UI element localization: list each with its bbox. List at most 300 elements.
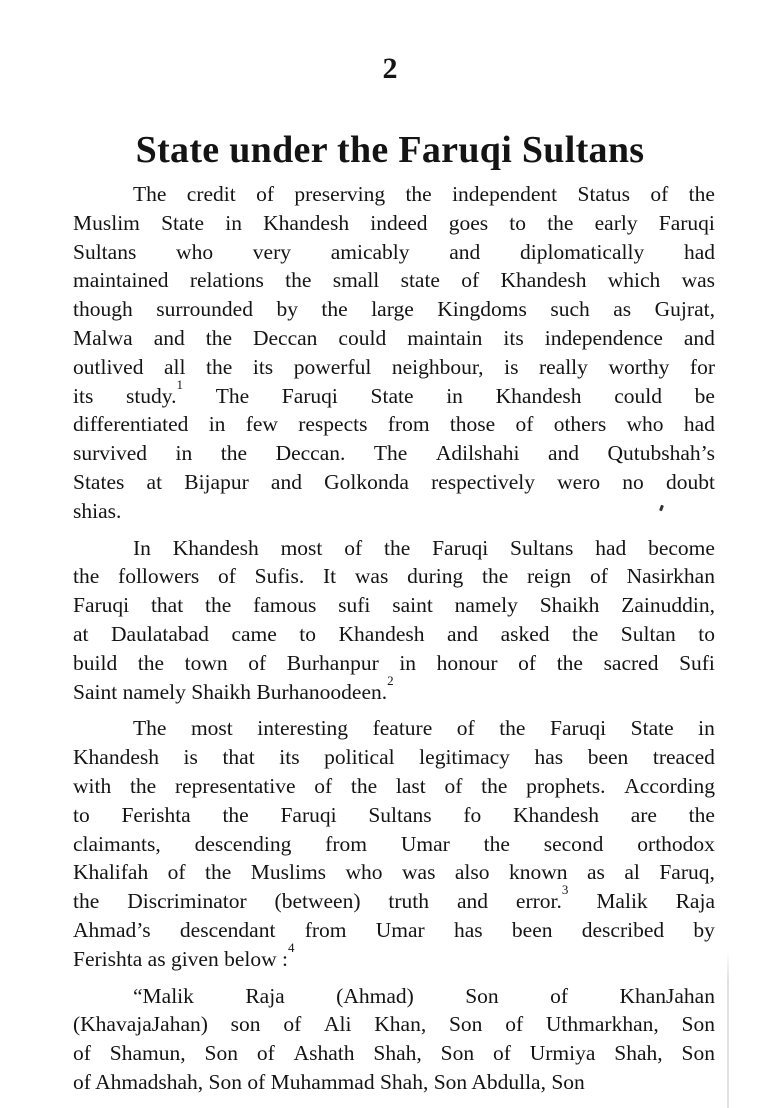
word: Malwa (73, 325, 133, 350)
word: Status (577, 182, 631, 206)
text-line (73, 1068, 715, 1097)
word: below (224, 946, 277, 971)
word: of (492, 1041, 511, 1066)
word: during (407, 564, 464, 589)
word: in (399, 650, 417, 675)
word: Muslims (250, 860, 327, 885)
text-line (73, 238, 715, 267)
paragraph (73, 534, 715, 707)
word: the (383, 535, 411, 560)
word: sufi (338, 593, 371, 618)
word: Golkonda (324, 469, 409, 494)
word: though (73, 297, 133, 322)
word: that (150, 593, 184, 618)
word: Khan, (374, 1012, 427, 1037)
word: “Malik (133, 983, 194, 1008)
word: (KhavajaJahan) (73, 1012, 208, 1037)
word: large (371, 297, 414, 322)
word: given (170, 946, 219, 971)
word: Faruqi (550, 716, 607, 741)
page-number: 2 (382, 52, 398, 85)
word: is (183, 745, 198, 770)
word: Son (681, 1012, 715, 1037)
word: the (499, 716, 526, 741)
word: really (538, 354, 588, 379)
text-line (73, 982, 715, 1011)
word: The (215, 383, 250, 408)
word: Ali (324, 1012, 352, 1037)
word: Urmiya (529, 1041, 596, 1066)
word: as (586, 860, 605, 885)
word: Khandesh (338, 621, 425, 646)
word: Burhanpur (286, 650, 379, 675)
word: of (550, 983, 569, 1008)
text-span (73, 939, 295, 974)
word: outlived (73, 354, 144, 379)
word: followers (118, 564, 200, 589)
paragraph (73, 982, 715, 1097)
word: the (405, 182, 432, 206)
word: The (133, 182, 167, 206)
word: could (338, 325, 387, 350)
text-line (73, 916, 715, 945)
word: Raja (245, 983, 285, 1008)
word: Ahmad’s (73, 917, 151, 942)
word: son (230, 1012, 261, 1037)
word: Faruqi (658, 210, 715, 235)
word: Khandesh (172, 535, 259, 560)
text-line (73, 882, 715, 916)
word: its (279, 745, 300, 770)
text-line (73, 180, 715, 209)
word: Shaikh (191, 679, 251, 704)
word: diplomatically (520, 239, 645, 264)
word: of (515, 412, 534, 437)
word: the (222, 802, 249, 827)
word: Umar (400, 831, 450, 856)
word: surrounded (156, 297, 253, 322)
footnote-marker: 4 (288, 939, 295, 955)
word: respectively (431, 469, 535, 494)
word: of (344, 535, 363, 560)
word: in (698, 716, 715, 741)
word: by (276, 297, 298, 322)
word: Saint (73, 679, 118, 704)
word: from (387, 412, 430, 437)
word: is (504, 354, 519, 379)
word: the (350, 773, 378, 798)
word: has (453, 917, 483, 942)
word: as (613, 297, 632, 322)
word: been (511, 917, 553, 942)
word: Faruq, (659, 860, 715, 885)
word: the (688, 802, 715, 827)
word: of (256, 182, 274, 206)
word: most (190, 716, 233, 741)
word: the (206, 354, 233, 379)
word: of (283, 1012, 302, 1037)
word: very (252, 239, 291, 264)
text-line (73, 1010, 715, 1039)
word: who (626, 412, 664, 437)
word: the (481, 564, 509, 589)
word: Bijapur (184, 469, 249, 494)
word: that (222, 745, 255, 770)
word: Ashath (293, 1041, 355, 1066)
word: of (456, 716, 475, 741)
word: respects (298, 412, 368, 437)
word: reign (527, 564, 572, 589)
word: the (556, 650, 583, 675)
word: honour (436, 650, 498, 675)
word: no (622, 469, 644, 494)
word: state (400, 268, 440, 293)
word: those (449, 412, 496, 437)
word: for (689, 354, 715, 379)
footnote-marker: 3 (561, 882, 569, 898)
paragraph (73, 180, 715, 526)
word: of (167, 860, 186, 885)
word: from (325, 831, 367, 856)
paragraph (73, 714, 715, 973)
word: Deccan. (275, 441, 346, 466)
word: and (153, 325, 185, 350)
word: the (205, 325, 232, 350)
word: Shah, (373, 1041, 422, 1066)
word: treaced (652, 745, 715, 770)
word: famous (253, 593, 317, 618)
word: (Ahmad) (336, 983, 414, 1008)
text-line (73, 939, 715, 974)
page-edge-shadow (727, 950, 729, 1108)
word-with-footnote: error.$^3$ (515, 882, 569, 914)
word: has (534, 745, 564, 770)
word: Uthmarkhan, (545, 1012, 659, 1037)
word: the (204, 593, 232, 618)
word: According (624, 773, 715, 798)
word: powerful (293, 354, 372, 379)
word: become (648, 535, 715, 560)
word: also (454, 860, 490, 885)
word: survived (73, 441, 148, 466)
word: the (205, 860, 232, 885)
word: of (314, 773, 333, 798)
word: Zainuddin, (621, 593, 715, 618)
word: worthy (608, 354, 670, 379)
word: Ferishta (121, 802, 191, 827)
word: independent (452, 182, 558, 206)
word: could (614, 383, 662, 408)
word: its (503, 325, 524, 350)
word: in (446, 383, 463, 408)
word: Kingdoms (437, 297, 527, 322)
word: be (694, 383, 715, 408)
word: as (147, 946, 166, 971)
word: The (133, 716, 167, 741)
word: Qutubshah’s (607, 441, 715, 466)
word: its (73, 383, 94, 408)
word: Faruqi (280, 802, 337, 827)
word: the (572, 621, 599, 646)
word: of (248, 650, 267, 675)
word: Shah, (614, 1041, 663, 1066)
word: truth (388, 889, 430, 914)
word: the (547, 210, 574, 235)
word: Nasirkhan (626, 564, 715, 589)
word: been (587, 745, 629, 770)
word: was (402, 860, 436, 885)
word: representative (174, 773, 296, 798)
text-line (73, 376, 715, 411)
word: Shaikh (539, 593, 600, 618)
word: of (73, 1041, 91, 1066)
word: its (252, 354, 274, 379)
word: known (508, 860, 568, 885)
word: early (594, 210, 638, 235)
word: all (164, 354, 186, 379)
word: last (395, 773, 426, 798)
word: and (447, 621, 479, 646)
word: namely (454, 593, 518, 618)
word: legitimacy (419, 745, 510, 770)
text-line (73, 649, 715, 678)
word: It (323, 564, 337, 589)
text-span: of Ahmadshah, Son of Muhammad Shah, Son Abdulla, Son (73, 1069, 585, 1094)
word: political (324, 745, 395, 770)
word: descending (194, 831, 292, 856)
word: doubt (665, 469, 715, 494)
word: had (683, 412, 715, 437)
word: amicably (330, 239, 410, 264)
word: interesting (257, 716, 349, 741)
word: Malik (596, 889, 648, 914)
word: from (304, 917, 347, 942)
word: most (280, 535, 323, 560)
word: State (370, 383, 414, 408)
word: which (607, 268, 661, 293)
text-line (73, 743, 715, 772)
word: few (245, 412, 278, 437)
word: Sultans (510, 535, 574, 560)
word: Khandesh (500, 268, 587, 293)
word: the (73, 889, 100, 914)
word: was (354, 564, 389, 589)
word: State (161, 210, 205, 235)
text-line (73, 410, 715, 439)
word: and (683, 325, 715, 350)
text-line (73, 591, 715, 620)
text-line (73, 672, 715, 707)
word: Daulatabad (111, 621, 209, 646)
word: to (698, 621, 715, 646)
word: Deccan (252, 325, 318, 350)
word: the (481, 773, 508, 798)
word: sacred (603, 650, 659, 675)
text-line (73, 266, 715, 295)
word: Ferishta (73, 946, 143, 971)
word: differentiated (73, 412, 189, 437)
word: the (220, 441, 248, 466)
word: Khandesh (73, 745, 159, 770)
word: by (693, 917, 715, 942)
word: with (73, 773, 112, 798)
word: had (595, 535, 627, 560)
word: came (231, 621, 277, 646)
word: was (681, 268, 715, 293)
word: in (175, 441, 193, 466)
text-line (73, 772, 715, 801)
text-line (73, 209, 715, 238)
word: Son (204, 1041, 238, 1066)
word: Sultans (368, 802, 432, 827)
text-line (73, 801, 715, 830)
word: orthodox (637, 831, 715, 856)
word: of (461, 268, 480, 293)
text-line (73, 1039, 715, 1068)
word: at (146, 469, 163, 494)
word: namely (122, 679, 186, 704)
word: Faruqi (281, 383, 338, 408)
word: of (505, 1012, 524, 1037)
body-text (73, 180, 715, 1097)
word: Gujrat, (654, 297, 715, 322)
word: saint (392, 593, 433, 618)
word: to (509, 210, 527, 235)
word: Faruqi (432, 535, 489, 560)
word: and (547, 441, 579, 466)
word: States (73, 469, 125, 494)
word: had (683, 239, 715, 264)
word: The (373, 441, 408, 466)
word: Sufis. (254, 564, 305, 589)
word-with-footnote: study.$^1$ (125, 376, 184, 408)
text-line (73, 620, 715, 649)
word: Son (465, 983, 499, 1008)
chapter-title: State under the Faruqi Sultans (135, 129, 645, 171)
word: (between) (274, 889, 361, 914)
word: of (650, 182, 669, 206)
word: are (630, 802, 657, 827)
word: the (321, 297, 348, 322)
word: Sultans (73, 239, 137, 264)
word: the (285, 268, 312, 293)
text-line (73, 353, 715, 382)
word: Raja (675, 889, 715, 914)
text-line (73, 858, 715, 887)
word: Khandesh (495, 383, 582, 408)
word: wero (557, 469, 601, 494)
word: who (176, 239, 214, 264)
text-line (73, 468, 715, 497)
word: neighbour, (391, 354, 484, 379)
word: the (483, 831, 510, 856)
word: asked (500, 621, 550, 646)
word: al (624, 860, 640, 885)
text-line (73, 295, 715, 324)
word: Sufi (679, 650, 715, 675)
word: Son (681, 1041, 715, 1066)
word: others (553, 412, 607, 437)
text-line (73, 714, 715, 743)
word: and (270, 469, 302, 494)
word: independence (544, 325, 663, 350)
word: of (518, 650, 537, 675)
word: Adilshahi (435, 441, 520, 466)
word: to (73, 802, 90, 827)
word: the (688, 182, 715, 206)
word: such (550, 297, 590, 322)
word: credit (186, 182, 236, 206)
word: Faruqi (73, 593, 130, 618)
word: the (129, 773, 157, 798)
word: of (256, 1041, 275, 1066)
word-with-footnote: Burhanoodeen.$^2$ (256, 672, 394, 704)
word: Khalifah (73, 860, 149, 885)
text-line (73, 562, 715, 591)
text-span (73, 672, 394, 707)
word: of (589, 564, 608, 589)
word: Umar (375, 917, 425, 942)
text-line (73, 324, 715, 353)
word: small (332, 268, 380, 293)
word: Khandesh (263, 210, 350, 235)
word: maintained (73, 268, 169, 293)
word: Khandesh (513, 802, 599, 827)
word: of (217, 564, 236, 589)
word: in (225, 210, 242, 235)
word: build (73, 650, 118, 675)
word-with-footnote: :$^4$ (282, 939, 295, 971)
word: the (73, 564, 100, 589)
word: and (456, 889, 488, 914)
footnote-marker: 1 (176, 376, 184, 392)
word: in (208, 412, 226, 437)
word: Shamun, (109, 1041, 186, 1066)
word: Muslim (73, 210, 140, 235)
word: goes (448, 210, 489, 235)
text-line (73, 534, 715, 563)
word: who (345, 860, 383, 885)
word: State (630, 716, 674, 741)
word: claimants, (73, 831, 161, 856)
word: to (299, 621, 317, 646)
word: described (581, 917, 665, 942)
word: town (184, 650, 228, 675)
word: of (444, 773, 463, 798)
word: Son (448, 1012, 483, 1037)
word: preserving (294, 182, 386, 206)
word: descendant (179, 917, 276, 942)
word: KhanJahan (619, 983, 715, 1008)
word: indeed (370, 210, 428, 235)
text-span: shias. (73, 498, 122, 523)
word: Sultan (620, 621, 676, 646)
text-line (73, 439, 715, 468)
word: and (449, 239, 481, 264)
word: relations (189, 268, 264, 293)
word: maintain (407, 325, 483, 350)
text-line (73, 497, 715, 526)
word: prophets. (526, 773, 606, 798)
text-line (73, 830, 715, 859)
word: In (133, 535, 151, 560)
word: feature (372, 716, 433, 741)
footnote-marker: 2 (387, 672, 394, 688)
word: Discriminator (127, 889, 247, 914)
word: Son (440, 1041, 475, 1066)
word: fo (463, 802, 482, 827)
word: the (137, 650, 165, 675)
